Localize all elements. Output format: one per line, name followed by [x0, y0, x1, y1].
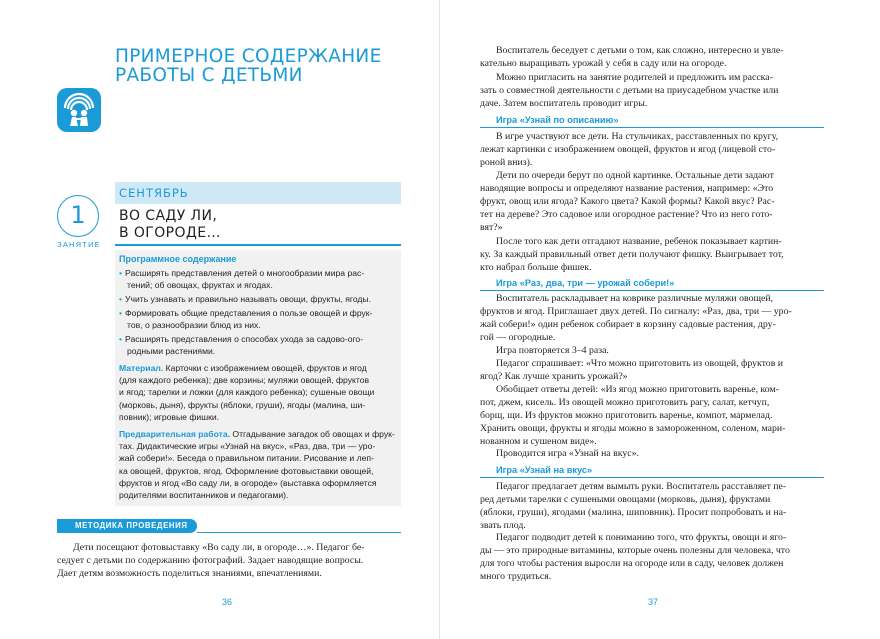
preliminary-work-paragraph: Предварительная работа. Отгадывание загадок об овощах и фрук- тах. Дидактические игры «Узнай на вкус», «Раз, два, три — уро- жай собери!». Беседа о правильном питании. Рисование и леп- ка овощей, фруктов, ягод. Оформление фотовыставки овощей, фруктов и ягод «Во саду ли, в огороде» (выставка оформляется родителями воспитанников и педагогами).: [119, 429, 395, 501]
lesson-title: [119, 208, 401, 242]
lesson-title-line-1: ВО САДУ ЛИ,: [119, 208, 218, 224]
month-heading: СЕНТЯБРЬ: [119, 186, 189, 200]
paragraph: Педагог спрашивает: «Что можно приготовить из овощей, фруктов и ягод? Как лучше хранить урожай?»: [480, 358, 784, 382]
game-heading: Игра «Раз, два, три — урожай собери!»: [496, 278, 675, 288]
divider: [480, 127, 824, 128]
program-heading: Программное содержание: [119, 254, 237, 264]
list-item: • Формировать общие представления о пользе овощей и фрук- тов, о разнообразии блюд из них.: [119, 308, 373, 331]
paragraph: В игре участвуют все дети. На стульчиках, расставленных по кругу, лежат картинки с изображением овощей, фруктов и ягод (лицевой сто- роной вниз).: [480, 131, 779, 168]
list-item: • Расширять представления детей о многообразии мира рас- тений; об овощах, фруктах и ягодах.: [119, 268, 365, 291]
divider: [480, 477, 824, 478]
page-number: 36: [222, 597, 233, 607]
paragraph: После того как дети отгадают название, ребенок показывает картин- ку. За каждый правильный ответ дети получают фишку. Выигрывает тот, кто набрал больше фишек.: [480, 236, 784, 273]
paragraph: Воспитатель беседует с детьми о том, как сложно, интересно и увле- кательно выращивать урожай у себя в саду или на огороде.: [480, 45, 784, 69]
lesson-number: 1: [57, 195, 99, 237]
children-rainbow-icon: [57, 88, 101, 132]
paragraph: Игра повторяется 3–4 раза.: [496, 345, 609, 356]
paragraph: Педагог подводит детей к пониманию того, что фрукты, овощи и яго- ды — это природные витамины, которые очень полезны для человека, что для того чтобы растения выросли на огороде или в саду, человек должен много трудиться.: [480, 532, 790, 582]
title-line-1: ПРИМЕРНОЕ СОДЕРЖАНИЕ: [115, 46, 382, 67]
paragraph: Педагог предлагает детям вымыть руки. Воспитатель расставляет пе- ред детьми тарелки с сушеными овощами (морковь, дыня), фруктами (яблоки, груши), ягодами (малина, шиповник). Просит попробовать и на- звать плод.: [480, 481, 787, 531]
game-heading: Игра «Узнай по описанию»: [496, 115, 619, 125]
divider: [197, 532, 401, 533]
method-heading: МЕТОДИКА ПРОВЕДЕНИЯ: [75, 521, 188, 530]
material-paragraph: Материал. Карточки с изображением овощей, фруктов и ягод (для каждого ребенка); две корзины; муляжи овощей, фруктов и ягод; тарелки и ложки (для каждого ребенка); сушеные овощи (морковь, дыня), фрукты (яблоки, груши), ягоды (малина, ши- повник); игровые фишки.: [119, 363, 375, 422]
title-line-2: РАБОТЫ С ДЕТЬМИ: [115, 65, 303, 86]
method-paragraph: Дети посещают фотовыставку «Во саду ли, в огороде…». Педагог бе- седует с детьми по содержанию фотографий. Задает наводящие вопросы. Дает детям возможность поделиться знаниями, впечатлениями.: [57, 542, 365, 579]
game-heading: Игра «Узнай на вкус»: [496, 465, 593, 475]
divider: [115, 244, 401, 246]
paragraph: Воспитатель раскладывает на коврике различные муляжи овощей, фруктов и ягод. Приглашает двух детей. По сигналу: «Раз, два, три — уро- жай собери!» один ребенок собирает в корзину садовые растения, дру- гой — огородные.: [480, 293, 792, 343]
page-number: 37: [648, 597, 659, 607]
paragraph: Дети по очереди берут по одной картинке. Остальные дети задают наводящие вопросы и определяют название растения, например: «Это фрукт, овощ или ягода? Какого цвета? Какой формы? Какой вкус? Рас- тет на дереве? Это садовое или огородное растение? Что из него гото- вят?»: [480, 170, 775, 233]
lesson-label: ЗАНЯТИЕ: [57, 240, 101, 249]
right-page: [440, 0, 880, 639]
divider: [480, 290, 824, 291]
lesson-title-line-2: В ОГОРОДЕ…: [119, 225, 221, 241]
paragraph: Можно пригласить на занятие родителей и предложить им расска- зать о совместной деятельности с детьми на приусадебном участке или даче. Затем воспитатель проводит игры.: [480, 72, 779, 109]
list-item: • Расширять представления о способах ухода за садово-ого- родными растениями.: [119, 334, 364, 357]
paragraph: Проводится игра «Узнай на вкус».: [496, 448, 639, 459]
paragraph: Обобщает ответы детей: «Из ягод можно приготовить варенье, ком- пот, джем, кисель. Из овощей можно приготовить рагу, салат, кетчуп, борщ, щи. Из фруктов можно приготовить варенье, компот, мармелад. Хранить овощи, фрукты и ягоды можно в замороженном, соленом, мари- нованном и сушеном виде».: [480, 384, 786, 447]
page-title: [115, 47, 415, 85]
list-item: • Учить узнавать и правильно называть овощи, фрукты, ягоды.: [119, 294, 371, 304]
